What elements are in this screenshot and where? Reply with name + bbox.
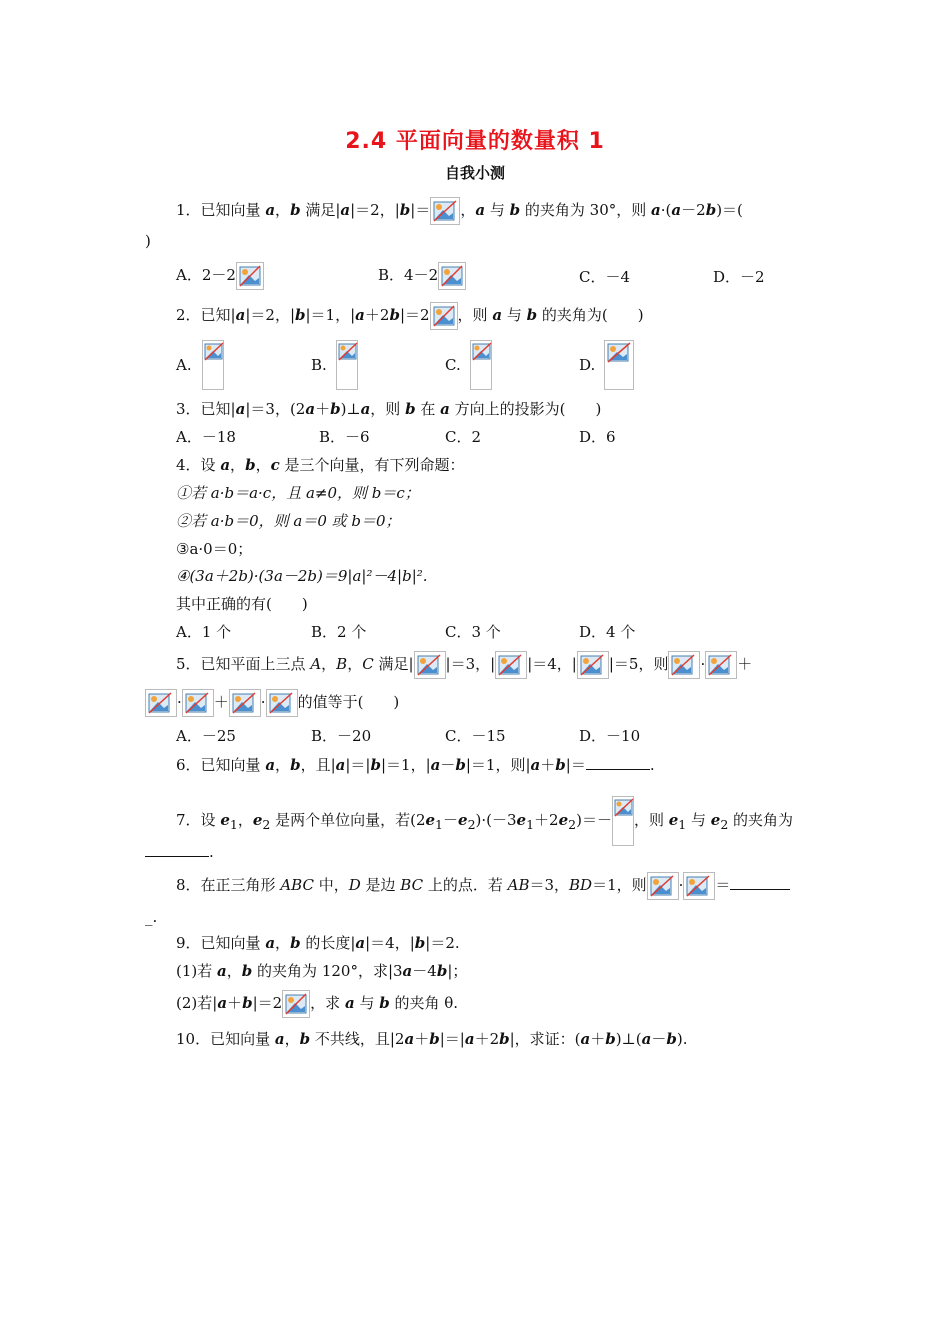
broken-image-icon: [430, 302, 458, 330]
question-5: 5．已知平面上三点 A，B，C 满足| |＝3，| |＝4，| |＝5，则 · ＋: [176, 651, 752, 679]
option-c: C．3 个: [445, 623, 501, 641]
question-9: 9．已知向量 a，b 的长度|a|＝4，|b|＝2.: [176, 934, 460, 952]
option-d: D.: [579, 356, 596, 374]
question-3-options: [176, 426, 816, 450]
question-4: 4．设 a，b，c 是三个向量，有下列命题：: [176, 456, 465, 474]
option-a: A.: [176, 356, 192, 374]
question-3: 3．已知|a|＝3，(2a＋b)⊥a，则 b 在 a 方向上的投影为( ): [176, 400, 602, 418]
option-b: B．－20: [311, 727, 372, 745]
option-d: D．－10: [579, 727, 641, 745]
question-2-options: [176, 340, 816, 392]
proposition-3: ③a·0＝0；: [176, 540, 253, 558]
option-c: C．－4: [579, 268, 631, 286]
broken-image-icon: [668, 651, 700, 679]
question-1-close: ): [145, 232, 151, 250]
option-a: A．1 个: [176, 623, 232, 641]
option-c: C．2: [445, 428, 482, 446]
question-7: 7．设 $e_1$，$e_2$ 是两个单位向量，若$(2e_1-e_2)\cdot(-3e_1+2e_2)=-$ ，则 $e_1$ 与 $e_2$ 的夹角为: [176, 796, 793, 846]
question-9-part-2: (2)若|a＋b|＝2 ，求 a 与 b 的夹角 θ.: [176, 990, 458, 1018]
option-c: C.: [445, 356, 461, 374]
option-b: B．2 个: [311, 623, 367, 641]
broken-image-icon: [336, 340, 358, 390]
broken-image-icon: [236, 262, 264, 290]
broken-image-icon: [430, 197, 460, 225]
option-a: A．2－2: [176, 262, 264, 290]
option-b: B．－6: [319, 428, 370, 446]
broken-image-icon: [438, 262, 466, 290]
question-7-answer: .: [145, 840, 214, 863]
question-2: 2．已知|a|＝2，|b|＝1，|a＋2b|＝2 ，则 a 与 b 的夹角为( ): [176, 302, 644, 330]
proposition-4: ④(3a＋2b)·(3a－2b)＝9|a|²－4|b|².: [176, 567, 428, 585]
broken-image-icon: [683, 872, 715, 900]
broken-image-icon: [612, 796, 634, 846]
option-d: D．4 个: [579, 623, 636, 641]
question-1-options: [176, 262, 816, 292]
broken-image-icon: [282, 990, 310, 1018]
question-1: 1．已知向量 a，b 满足|a|＝2，|b|＝ ，a 与 b 的夹角为 30°，则 a·(a－2b)＝(: [176, 197, 743, 225]
answer-blank[interactable]: [586, 753, 650, 770]
option-a: A．－18: [176, 428, 236, 446]
page-title: 2.4 平面向量的数量积 1: [345, 129, 605, 154]
option-c: C．－15: [445, 727, 506, 745]
question-10: 10．已知向量 a，b 不共线，且|2a＋b|＝|a＋2b|，求证：(a＋b)⊥(a－b).: [176, 1030, 688, 1048]
broken-image-icon: [182, 689, 214, 717]
broken-image-icon: [470, 340, 492, 390]
question-6: 6．已知向量 a，b，且|a|＝|b|＝1，|a－b|＝1，则|a＋b|＝ .: [176, 753, 655, 776]
answer-blank[interactable]: [145, 840, 209, 857]
section-subtitle: 自我小测: [444, 164, 505, 182]
broken-image-icon: [604, 340, 634, 390]
broken-image-icon: [202, 340, 224, 390]
question-8: 8．在正三角形 ABC 中，D 是边 BC 上的点．若 AB＝3，BD＝1，则 · ＝: [176, 872, 790, 900]
option-a: A．－25: [176, 727, 236, 745]
question-9-part-1: (1)若 a，b 的夹角为 120°，求|3a－4b|；: [176, 962, 468, 980]
question-8-end: _.: [145, 908, 158, 926]
question-5-cont: · ＋ · 的值等于( ): [145, 689, 399, 717]
broken-image-icon: [577, 651, 609, 679]
option-d: D．－2: [713, 268, 765, 286]
proposition-2: ②若 a·b＝0，则 a＝0 或 b＝0；: [176, 512, 401, 530]
proposition-1: ①若 a·b＝a·c，且 a≠0，则 b＝c；: [176, 484, 420, 502]
option-b: B．4－2: [378, 262, 466, 290]
broken-image-icon: [145, 689, 177, 717]
question-5-options: [176, 725, 816, 749]
broken-image-icon: [495, 651, 527, 679]
broken-image-icon: [414, 651, 446, 679]
broken-image-icon: [266, 689, 298, 717]
question-4-ask: 其中正确的有( ): [176, 595, 308, 613]
broken-image-icon: [705, 651, 737, 679]
option-d: D．6: [579, 428, 616, 446]
answer-blank[interactable]: [730, 873, 790, 890]
question-4-options: [176, 621, 816, 645]
option-b: B.: [311, 356, 327, 374]
broken-image-icon: [647, 872, 679, 900]
broken-image-icon: [229, 689, 261, 717]
